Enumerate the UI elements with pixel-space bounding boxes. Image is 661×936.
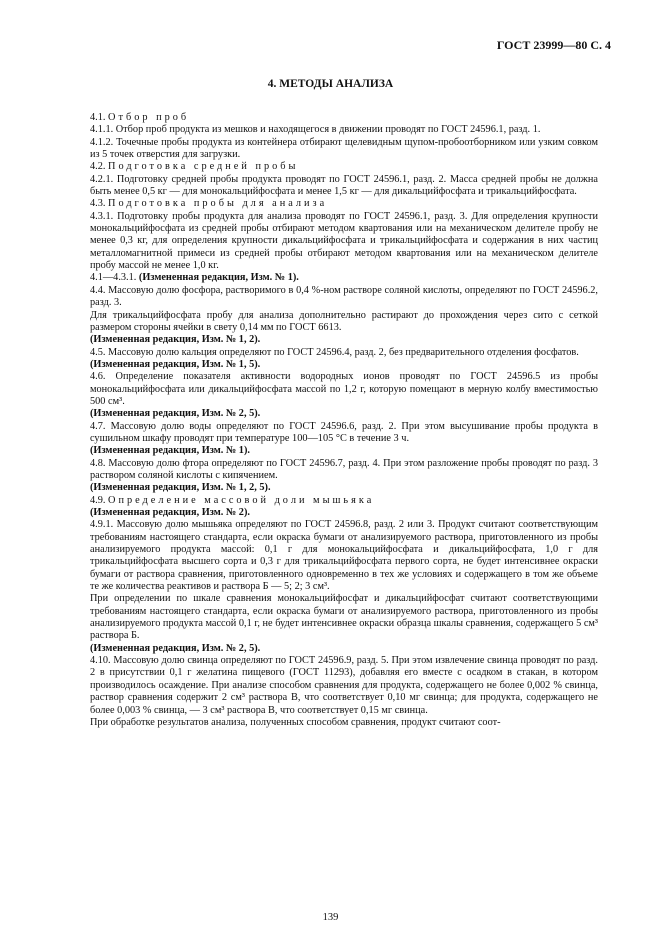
heading-text: Отбор проб xyxy=(108,112,190,123)
amendment-note: (Измененная редакция, Изм. № 1, 5). xyxy=(90,358,261,370)
paragraph: 4.5. Массовую долю кальция определяют по ГОСТ 24596.4, разд. 2, без предварительного отделения фосфатов. xyxy=(90,346,579,358)
paragraph: При обработке результатов анализа, полученных способом сравнения, продукт считают соот- xyxy=(90,716,501,728)
heading-text: Определение массовой доли мышьяка xyxy=(108,494,375,506)
subsection-heading xyxy=(90,495,598,507)
subsection-heading xyxy=(90,198,598,210)
heading-number: 4.1. xyxy=(90,112,106,123)
paragraph: 4.1.2. Точечные пробы продукта из контейнера отбирают щелевидным щупом-пробоотборником или узким совком из 5 точек отверстия для загрузки. xyxy=(90,136,598,161)
section-title: 4. МЕТОДЫ АНАЛИЗА xyxy=(267,78,394,90)
paragraph: 4.4. Массовую долю фосфора, растворимого в 0,4 %-ном растворе соляной кислоты, определяют по ГОСТ 24596.2, разд. 3. xyxy=(90,284,598,309)
subsection-heading xyxy=(90,112,598,124)
amendment-note: (Измененная редакция, Изм. № 2, 5). xyxy=(90,642,261,654)
paragraph: При определении по шкале сравнения монокальцийфосфат и дикальцийфосфат считают соответствующими требованиям настоящего стандарта, если окраска бумаги от анализируемого раствора, приготовленного из пробы анализируемого продукта массой 0,1 г, не будет интенсивнее окраски образца шкалы сравнения, содержащего 5 см³ раствора Б. xyxy=(90,593,598,642)
amendment-note: (Измененная редакция, Изм. № 1). xyxy=(90,445,250,457)
heading-text: Подготовка средней пробы xyxy=(108,161,299,173)
clause-range: 4.1—4.3.1. xyxy=(90,272,139,284)
amendment-note: (Измененная редакция, Изм. № 1). xyxy=(138,272,299,284)
paragraph: 4.1.1. Отбор проб продукта из мешков и находящегося в движении проводят по ГОСТ 24596.1, разд. 1. xyxy=(90,124,541,136)
paragraph: 4.3.1. Подготовку пробы продукта для анализа проводят по ГОСТ 24596.1, разд. 3. Для определения крупности монокальцийфосфата из средней пробы отбирают методом квартования или на механическом делителе пробу не менее 0,3 кг, для определения крупности дикальцийфосфата и трикальцийфосфата и содержания в них частиц металломагнитной примеси из средней пробы отбирают методом квартования или на механическом делителе пробу массой не менее 1,0 кг. xyxy=(90,210,598,272)
amendment-note: (Измененная редакция, Изм. № 1, 2, 5). xyxy=(90,482,271,494)
amendment-note: (Измененная редакция, Изм. № 2). xyxy=(90,507,250,518)
paragraph: 4.8. Массовую долю фтора определяют по ГОСТ 24596.7, разд. 4. При этом разложение пробы проводят по разд. 3 раствором соляной кислоты с кипячением. xyxy=(90,457,598,481)
paragraph: 4.6. Определение показателя активности водородных ионов проводят по ГОСТ 24596.5 из пробы монокальцийфосфата или дикальцийфосфата массой по 1,2 г, которую помещают в мерную колбу вместимостью 500 см³. xyxy=(90,371,598,407)
document-header: ГОСТ 23999—80 С. 4 xyxy=(496,38,611,52)
amendment-note: (Измененная редакция, Изм. № 2, 5). xyxy=(90,408,261,420)
heading-text: Подготовка пробы для анализа xyxy=(108,198,328,210)
amendment-line xyxy=(90,272,598,284)
heading-number: 4.9. xyxy=(90,494,106,506)
subsection-heading xyxy=(90,161,598,173)
amendment-note: (Измененная редакция, Изм. № 1, 2). xyxy=(90,334,261,346)
heading-number: 4.3. xyxy=(90,198,106,210)
paragraph: 4.2.1. Подготовку средней пробы продукта проводят по ГОСТ 24596.1, разд. 2. Масса средней пробы не должна быть менее 0,5 кг — для монокальцийфосфата и менее 1,5 кг — для дикальцийфосфата и трикальцийфосфата. xyxy=(90,173,598,198)
document-body xyxy=(90,112,598,729)
paragraph: 4.9.1. Массовую долю мышьяка определяют по ГОСТ 24596.8, разд. 2 или 3. Продукт считают соответствующим требованиям настоящего стандарта, если окраска бумаги от анализируемого раствора, приготовленного из пробы анализируемого продукта массой: 0,1 г для монокальцийфосфата и дикальцийфосфата, 1,0 г для трикальцийфосфата высшего сорта и 0,3 г для трикальцийфосфата первого сорта, не будет интенсивнее окраски бумаги от раствора сравнения, приготовленного одновременно в тех же условиях и содержащего в том же объеме те же количества реактивов и раствора Б — 5; 2; 3 см³. xyxy=(90,519,598,593)
paragraph: 4.10. Массовую долю свинца определяют по ГОСТ 24596.9, разд. 5. При этом извлечение свинца проводят по разд. 2 в присутствии 0,1 г желатина пищевого (ГОСТ 11293), добавляя его вместе с осадком в стакан, в котором производилось осаждение. При анализе способом сравнения для продукта, содержащего не более 0,002 % свинца, раствор сравнения содержит 2 см³ раствора В, что соответствует 0,10 мг свинца; для продукта, содержащего не более 0,003 % свинца, — 3 см³ раствора В, что соответствует 0,15 мг свинца. xyxy=(90,655,598,716)
heading-number: 4.2. xyxy=(90,161,106,173)
paragraph: Для трикальцийфосфата пробу для анализа дополнительно растирают до прохождения через сито с сеткой размером стороны ячейки в свету 0,14 мм по ГОСТ 6613. xyxy=(90,309,598,333)
page-number: 139 xyxy=(322,912,339,923)
paragraph: 4.7. Массовую долю воды определяют по ГОСТ 24596.6, разд. 2. При этом высушивание пробы продукта в сушильном шкафу проводят при температуре 100—105 °С в течение 3 ч. xyxy=(90,420,598,444)
